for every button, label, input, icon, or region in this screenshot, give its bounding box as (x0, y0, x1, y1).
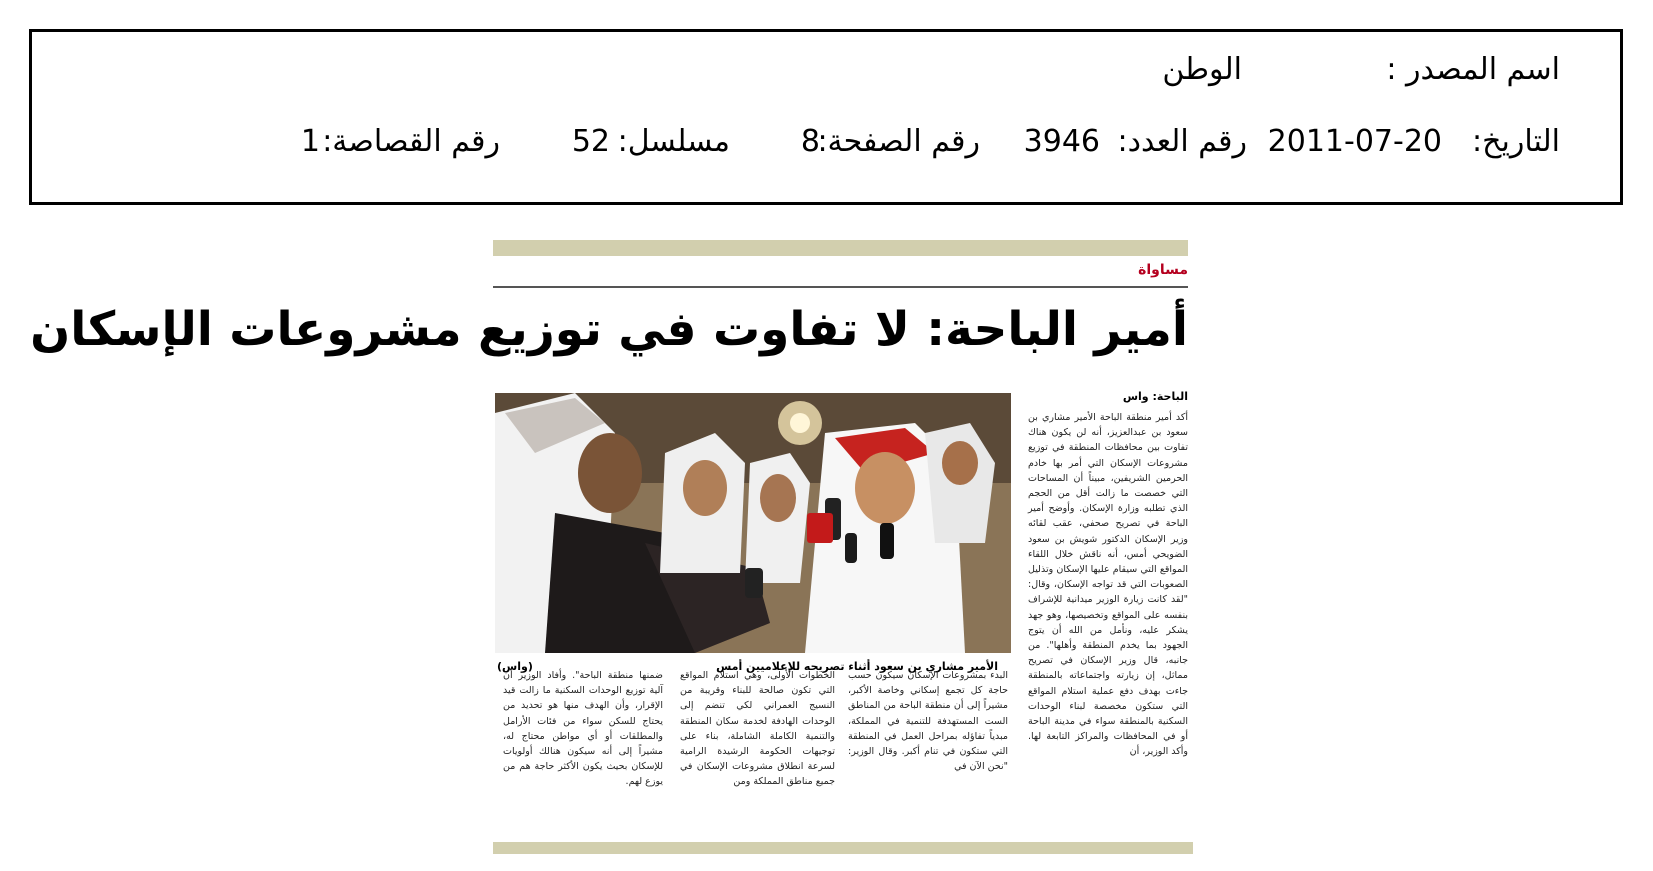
page-label: رقم الصفحة: (817, 124, 980, 159)
column-text: أكد أمير منطقة الباحة الأمير مشاري بن سعود بن عبدالعزيز، أنه لن يكون هناك تفاوت بين محافظات المنطقة في توزيع مشروعات الإسكان التي أمر بها خادم الحرمين الشريفين، مبيناً أن المساحات التي خصصت ما زالت أقل من الحجم الذي تطلبه وزارة الإسكان. وأوضح أمير الباحة في تصريح صحفي، عقب لقائه وزير الإسكان الدكتور شويش بن سعود الضويحي أمس، أنه ناقش خلال اللقاء المواقع التي سيقام عليها الإسكان وتذليل الصعوبات التي قد تواجه الإسكان، وقال: "لقد كانت زيارة الوزير ميدانية للإشراف بنفسه على المواقع وتخصيصها، وهو جهد يشكر عليه، ونأمل من الله أن يتوج الجهود بما يخدم المنطقة وأهلها". من جانبه، قال وزير الإسكان في تصريح مماثل، إن زيارته واجتماعاته بالمنطقة جاءت بهدف دفع عملية استلام المواقع التي ستكون مخصصة لبناء الوحدات السكنية بالمنطقة سواء في مدينة الباحة أو في المحافظات والمراكز التابعة لها. وأكد الوزير، أن (1028, 412, 1188, 758)
page-value: 8 (800, 124, 820, 159)
clip-label: رقم القصاصة: (322, 124, 500, 159)
issue-value: 3946 (1023, 124, 1100, 159)
column-text: ضمنها منطقة الباحة". وأفاد الوزير أن آلية توزيع الوحدات السكنية ما زالت قيد الإقرار، وأن الهدف منها هو تحديد من يحتاج للسكن سواء من فئات الأرامل والمطلقات أو أي مواطن محتاج له، مشيراً إلى أنه سيكون هنالك أولويات للإسكان بحيث يكون الأكثر حاجة هم من يوزع لهم. (503, 670, 663, 788)
photo-credit: (واس) (497, 660, 533, 673)
photo-caption: الأمير مشاري بن سعود أثناء تصريحه للإعلاميين أمس (716, 660, 998, 673)
article-column-3 (680, 668, 835, 790)
photo-illustration (495, 393, 1011, 653)
top-accent-bar (493, 240, 1188, 256)
metadata-box (29, 29, 1623, 205)
article-column-2 (848, 668, 1008, 774)
column-text: البدء بمشروعات الإسكان سيكون حسب حاجة كل تجمع إسكاني وخاصة الأكبر، مشيراً إلى أن منطقة الباحة من المناطق الست المستهدفة للتنمية في المملكة، مبدياً تفاؤله بمراحل العمل في المنطقة التي ستكون في تنام أكبر. وقال الوزير: "نحن الآن في (848, 670, 1008, 773)
source-value: الوطن (1162, 52, 1242, 87)
article-column-4 (503, 668, 663, 790)
section-rule (493, 286, 1188, 288)
article-dateline: الباحة: واس (1122, 390, 1188, 403)
section-label: مساواة (1138, 262, 1188, 278)
newspaper-clipping (30, 240, 1193, 855)
article-column-right (1028, 410, 1188, 760)
clip-value: 1 (300, 124, 320, 159)
article-headline: أمير الباحة: لا تفاوت في توزيع مشروعات الإسكان (30, 302, 1188, 357)
issue-label: رقم العدد: (1117, 124, 1247, 159)
meta-row-source (92, 52, 1560, 92)
source-label: اسم المصدر : (1386, 52, 1560, 87)
serial-label: مسلسل: (617, 124, 730, 159)
date-label: التاريخ: (1472, 124, 1560, 159)
bottom-accent-bar (493, 842, 1193, 854)
article-photo (495, 393, 1011, 653)
column-text: الخطوات الأولى، وهي استلام المواقع التي تكون صالحة للبناء وقريبة من النسيج العمراني لكي تنضم إلى الوحدات الهادفة لخدمة سكان المنطقة والتنمية الكاملة الشاملة، بناء على توجيهات الحكومة الرشيدة الرامية لسرعة انطلاق مشروعات الإسكان في جميع مناطق المملكة ومن (680, 670, 835, 788)
serial-value: 52 (571, 124, 610, 159)
meta-row-details (92, 124, 1560, 164)
date-value: 2011-07-20 (1267, 124, 1442, 159)
